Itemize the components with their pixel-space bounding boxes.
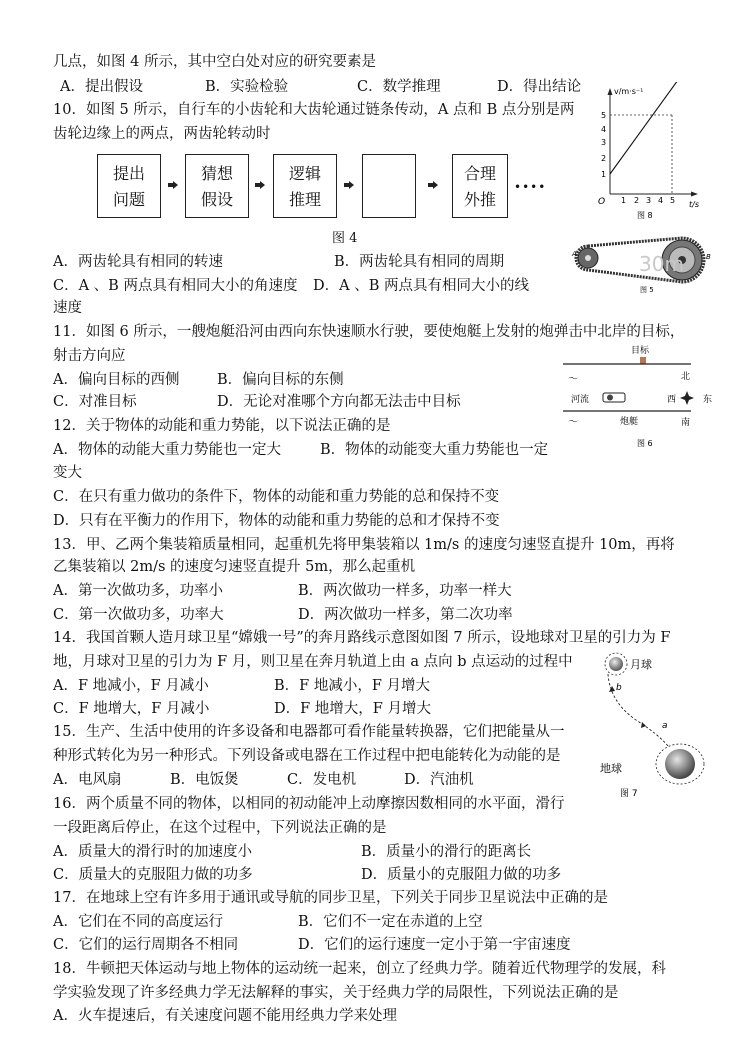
q13-option-a: A．第一次做功多，功率小 <box>53 583 223 599</box>
q9-option-b: B．实验检验 <box>205 79 289 95</box>
fig7-moon-label: 月球 <box>630 658 652 671</box>
fig5-label-b: B <box>706 253 711 261</box>
flow-box-3-line2: 推理 <box>288 190 321 209</box>
fig8-ytick-2: 2 <box>601 154 607 163</box>
flow-arrow-icon <box>168 181 178 189</box>
q14-option-b: B．F 地减小，F 月增大 <box>274 678 430 694</box>
fig6-cannon-icon <box>607 395 613 401</box>
fig7-point-b: b <box>616 683 622 693</box>
q16-option-c: C．质量大的克服阻力做的功多 <box>53 867 253 883</box>
watermark-text: 30m <box>639 252 684 276</box>
q9-stem-continuation: 几点，如图 4 所示，其中空白处对应的研究要素是 <box>53 54 376 70</box>
q14-option-d: D．F 地增大，F 月增大 <box>274 701 431 717</box>
fig7-moon <box>609 657 623 671</box>
q10-option-d: D．A 、B 两点具有相同大小的线 <box>313 278 529 294</box>
q16-stem-line1: 16．两个质量不同的物体，以相同的初动能冲上动摩擦因数相同的水平面，滑行 <box>53 796 565 812</box>
flow-box-2 <box>185 154 249 218</box>
fig8-y-arrow-icon <box>608 88 613 95</box>
q17-option-a: A．它们在不同的高度运行 <box>53 914 223 930</box>
fig7-earth-label: 地球 <box>600 762 622 775</box>
fig8-ytick-3: 3 <box>601 138 607 147</box>
q10-option-a: A．两齿轮具有相同的转速 <box>53 254 223 270</box>
q10-option-b: B．两齿轮具有相同的周期 <box>334 254 505 270</box>
fig8-xtick-4: 4 <box>658 196 664 205</box>
q11-option-b: B．偏向目标的东侧 <box>217 372 344 388</box>
q13-option-d: D．两次做功一样多，第二次功率 <box>298 607 513 623</box>
q11-option-a: A．偏向目标的西侧 <box>53 372 180 388</box>
fig8-xtick-5: 5 <box>670 196 676 205</box>
fig8-ytick-5: 5 <box>601 111 607 120</box>
q12-option-c: C．在只有重力做功的条件下，物体的动能和重力势能的总和保持不变 <box>53 489 500 505</box>
q15-option-c: C．发电机 <box>287 772 357 788</box>
fig6-west-label: 西 <box>667 395 677 405</box>
q15-stem-line2: 种形式转化为另一种形式。下列设备或电器在工作过程中把电能转化为动能的是 <box>53 748 561 764</box>
q18-option-a: A．火车提速后，有关速度问题不能用经典力学来处理 <box>53 1008 397 1024</box>
fig8-xlabel: t/s <box>689 200 699 209</box>
flow-arrow-icon <box>428 181 438 189</box>
q12-stem: 12．关于物体的动能和重力势能，以下说法正确的是 <box>53 418 391 434</box>
q13-stem-line2: 乙集装箱以 2m/s 的速度匀速竖直提升 5m，那么起重机 <box>53 559 416 575</box>
flow-box-5-line2: 外推 <box>463 190 496 209</box>
fig7-orbit-diagram <box>596 642 726 802</box>
fig6-river-label: 河流 <box>571 395 590 405</box>
fig8-xtick-1: 1 <box>621 196 627 205</box>
fig8-ylabel: v/m·s⁻¹ <box>614 87 644 96</box>
flow-box-1 <box>97 154 161 218</box>
fig8-origin: O <box>598 197 606 207</box>
q11-option-c: C．对准目标 <box>53 394 137 410</box>
fig6-north-label: 北 <box>681 372 691 382</box>
fig6-south-label: 南 <box>681 418 691 428</box>
fig7-arrow-icon <box>641 722 646 728</box>
q12-option-b-cont: 变大 <box>53 465 82 481</box>
q15-option-b: B．电饭煲 <box>170 772 239 788</box>
q11-option-d: D．无论对准哪个方向都无法击中目标 <box>217 394 461 410</box>
fig6-target-label: 目标 <box>631 346 650 356</box>
fig5-small-gear-hub <box>585 255 591 261</box>
q15-option-d: D．汽油机 <box>404 772 474 788</box>
q16-option-b: B．质量小的滑行的距离长 <box>361 844 532 860</box>
fig5-label-a: A <box>572 250 577 258</box>
q16-option-a: A．质量大的滑行时的加速度小 <box>53 844 252 860</box>
q13-option-b: B．两次做功一样多，功率一样大 <box>298 583 512 599</box>
fig8-ytick-1: 1 <box>601 170 607 179</box>
flow-box-2-line1: 猜想 <box>200 164 233 183</box>
fig8-xtick-3: 3 <box>646 196 652 205</box>
fig6-wave-icon: 〜 <box>568 374 578 385</box>
flow-arrow-icon <box>255 181 265 189</box>
q12-option-b: B．物体的动能变大重力势能也一定 <box>320 442 549 458</box>
fig8-x-arrow-icon <box>691 192 698 197</box>
fig6-caption: 图 6 <box>637 439 653 448</box>
q16-option-d: D．质量小的克服阻力做的功多 <box>361 867 562 883</box>
fig8-xtick-2: 2 <box>634 196 640 205</box>
q9-option-c: C．数学推理 <box>357 79 441 95</box>
flow-box-3 <box>273 154 337 218</box>
q10-option-d-cont: 速度 <box>53 300 82 316</box>
q9-option-a: A．提出假设 <box>60 79 143 95</box>
flow-box-3-line1: 逻辑 <box>288 164 321 183</box>
q10-stem-line1: 10．如图 5 所示，自行车的小齿轮和大齿轮通过链条传动，A 点和 B 点分别是两 <box>53 102 575 118</box>
flow-box-5-line1: 合理 <box>463 164 496 183</box>
fig7-caption: 图 7 <box>620 789 638 799</box>
fig8-vt-graph <box>588 82 708 222</box>
q11-stem-line2: 射击方向应 <box>53 348 126 364</box>
fig6-wave-icon: 〜 <box>568 417 578 428</box>
flow-box-2-line2: 假设 <box>200 190 233 209</box>
fig5-caption: 图 5 <box>640 286 654 294</box>
fig6-east-label: 东 <box>703 395 713 405</box>
q18-stem-line2: 学实验发现了许多经典力学无法解释的事实，关于经典力学的局限性，下列说法正确的是 <box>53 985 619 1001</box>
flow-box-1-line1: 提出 <box>112 164 145 183</box>
q16-stem-line2: 一段距离后停止，在这个过程中，下列说法正确的是 <box>53 820 387 836</box>
q17-option-c: C．它们的运行周期各不相同 <box>53 937 239 953</box>
q14-option-c: C．F 地增大，F 月减小 <box>53 701 210 717</box>
fig7-point-a: a <box>662 721 668 731</box>
q10-stem-line2: 齿轮边缘上的两点，两齿轮转动时 <box>53 126 271 142</box>
q11-stem-line1: 11．如图 6 所示，一艘炮艇沿河由西向东快速顺水行驶，要使炮艇上发射的炮弹击中北岸的目标， <box>53 324 685 340</box>
flow-box-1-line2: 问题 <box>112 190 145 209</box>
q10-option-c: C．A 、B 两点具有相同大小的角速度 <box>53 278 298 294</box>
fig6-river-diagram <box>563 342 723 450</box>
flow-box-blank <box>362 154 416 218</box>
q17-option-b: B．它们不一定在赤道的上空 <box>298 914 483 930</box>
fig6-compass-icon <box>680 391 694 405</box>
q13-stem-line1: 13．甲、乙两个集装箱质量相同，起重机先将甲集装箱以 1m/s 的速度匀速竖直提升 10m，再将 <box>53 537 675 553</box>
q14-stem-line1: 14．我国首颗人造月球卫星“嫦娥一号”的奔月路线示意图如图 7 所示，设地球对卫星的引力为 F <box>53 630 671 646</box>
fig7-earth <box>665 749 695 779</box>
q14-stem-line2: 地，月球对卫星的引力为 F 月，则卫星在奔月轨道上由 a 点向 b 点运动的过程中 <box>53 654 573 670</box>
fig8-caption: 图 8 <box>637 211 653 220</box>
q15-option-a: A．电风扇 <box>53 772 122 788</box>
fig7-arrow-icon <box>609 686 615 692</box>
q14-option-a: A．F 地减小，F 月减小 <box>53 678 209 694</box>
q17-option-d: D．它们的运行速度一定小于第一宇宙速度 <box>298 937 571 953</box>
q13-option-c: C．第一次做功多，功率大 <box>53 607 224 623</box>
q15-stem-line1: 15．生产、生活中使用的许多设备和电器都可看作能量转换器，它们把能量从一 <box>53 724 565 740</box>
fig8-ytick-4: 4 <box>601 125 607 134</box>
fig6-boat <box>603 393 625 402</box>
fig6-boat-label: 炮艇 <box>620 417 639 427</box>
q12-option-d: D．只有在平衡力的作用下，物体的动能和重力势能的总和才保持不变 <box>53 513 500 529</box>
q9-option-d: D．得出结论 <box>497 79 582 95</box>
q18-stem-line1: 18．牛顿把天体运动与地上物体的运动统一起来，创立了经典力学。随着近代物理学的发展，科 <box>53 961 666 977</box>
q12-option-a: A．物体的动能大重力势能也一定大 <box>53 442 281 458</box>
flow-caption: 图 4 <box>332 231 358 246</box>
flow-ellipsis: •••• <box>514 180 547 194</box>
q17-stem: 17．在地球上空有许多用于通讯或导航的同步卫星，下列关于同步卫星说法中正确的是 <box>53 890 608 906</box>
flow-box-5 <box>452 154 508 218</box>
flow-arrow-icon <box>344 181 354 189</box>
fig6-target-marker <box>640 357 646 364</box>
